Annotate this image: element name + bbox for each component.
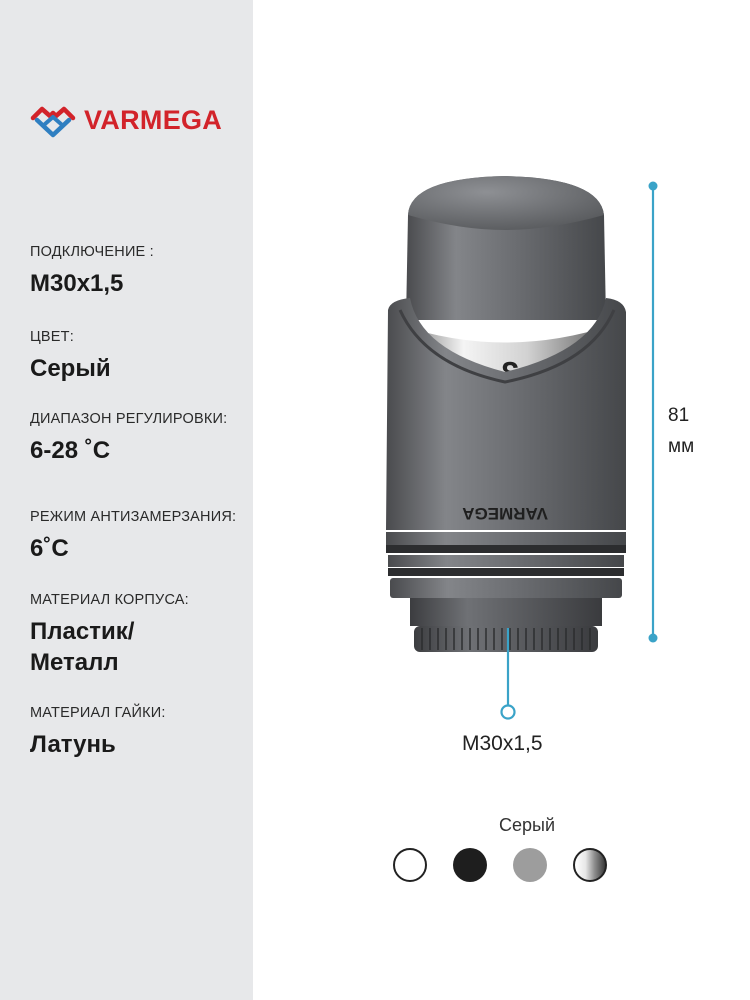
spec-range [30,411,227,466]
spec-value: М30х1,5 [30,270,124,297]
spec-value: 6˚С [30,535,69,562]
spec-label: МАТЕРИАЛ ГАЙКИ: [30,705,166,721]
color-swatch-chrome[interactable] [573,848,607,882]
height-unit: мм [668,436,695,457]
thermostatic-head-image [370,160,640,660]
thread-callout-line [498,628,518,722]
brand-name: VARMEGA [84,104,223,135]
thread-label: М30х1,5 [462,732,543,755]
spec-connection [30,244,154,299]
spec-nut-material [30,705,166,760]
spec-label: ЦВЕТ: [30,329,74,345]
selected-color-label: Серый [499,815,556,835]
spec-value: Серый [30,355,111,382]
spec-label: РЕЖИМ АНТИЗАМЕРЗАНИЯ: [30,509,237,525]
spec-label: МАТЕРИАЛ КОРПУСА: [30,592,189,608]
spec-antifreeze [30,509,236,564]
height-value: 81 [668,405,690,426]
spec-value: Латунь [30,731,116,758]
color-swatch-white[interactable] [393,848,427,882]
spec-value: 6-28 ˚С [30,437,111,464]
spec-label: ДИАПАЗОН РЕГУЛИРОВКИ: [30,411,228,427]
height-dimension-line [645,178,661,646]
color-swatch-black[interactable] [453,848,487,882]
body-brand: VARMEGA [462,504,548,523]
brand-logo [30,100,222,140]
spec-sidebar [0,0,253,1000]
varmega-logo-icon [30,102,76,138]
color-swatch-gray[interactable] [513,848,547,882]
spec-color [30,329,111,384]
spec-value-line: Металл [30,649,119,676]
spec-value [30,616,189,678]
spec-body-material [30,592,189,678]
spec-label: ПОДКЛЮЧЕНИЕ : [30,244,154,260]
spec-value-line: Пластик/ [30,618,135,645]
